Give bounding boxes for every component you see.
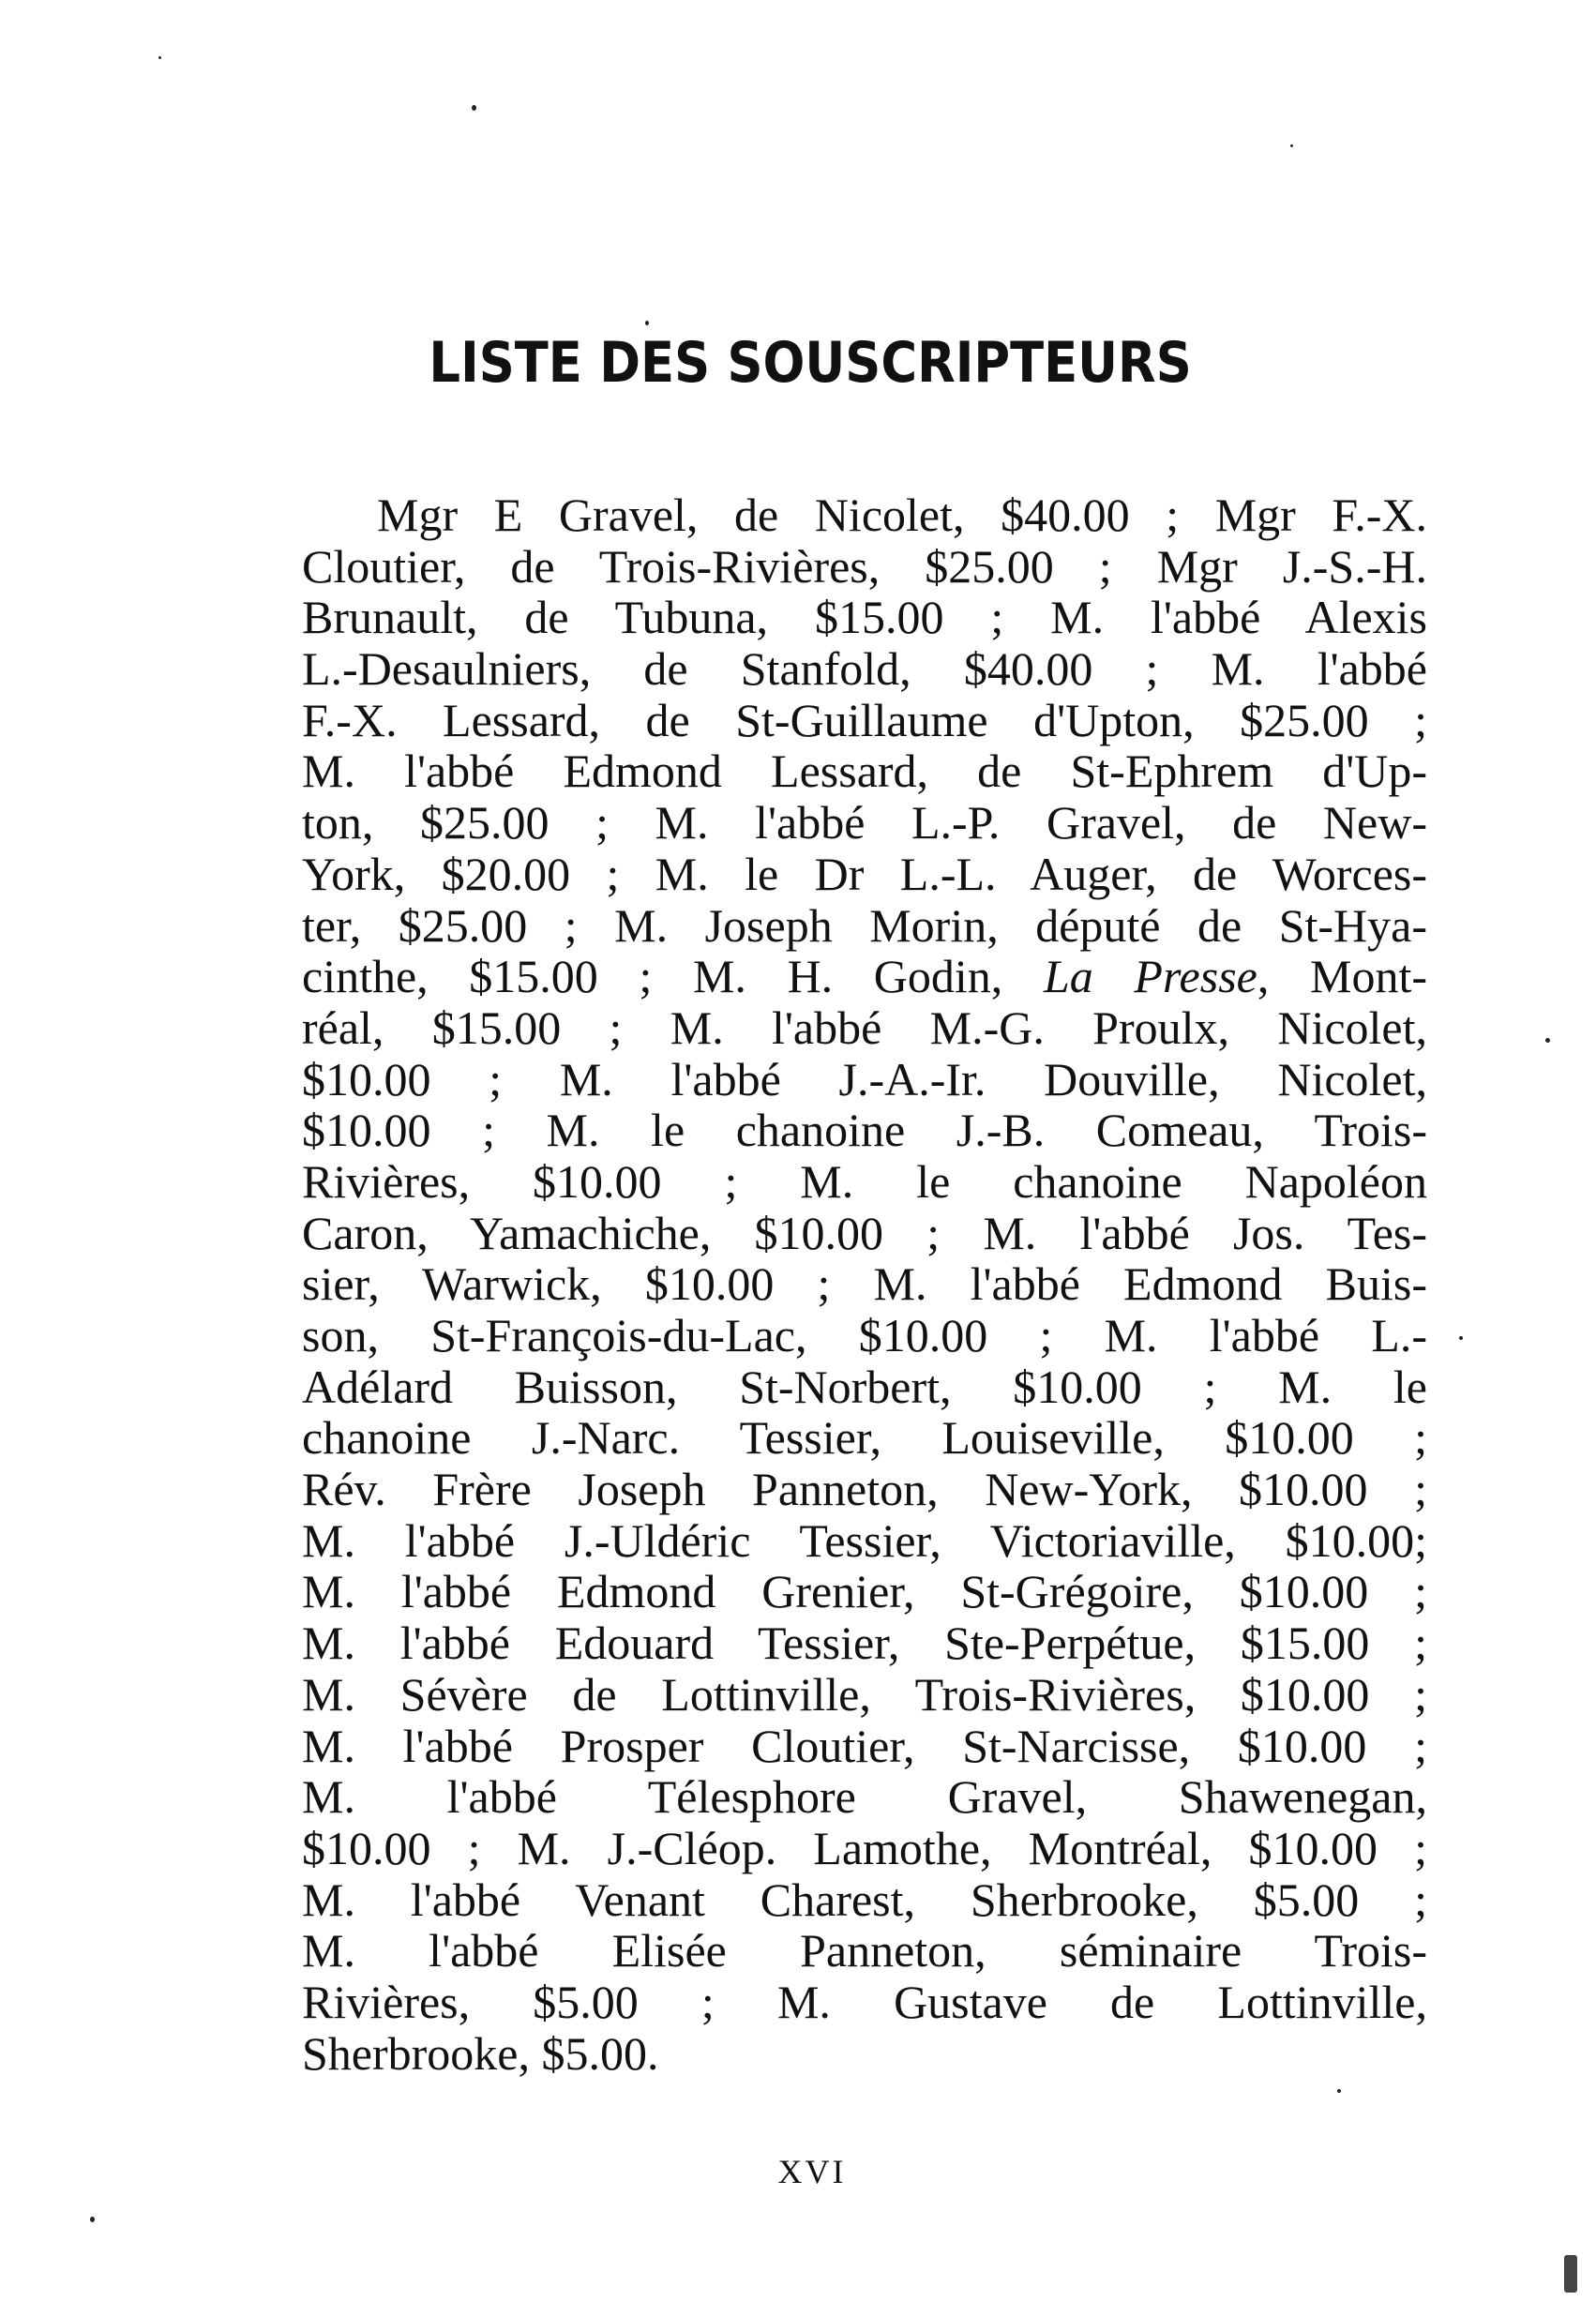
text-line: Caron, Yamachiche, $10.00 ; M. l'abbé Jos. Tes- — [302, 1206, 1427, 1259]
text-line: Cloutier, de Trois-Rivières, $25.00 ; Mgr J.-S.-H. — [302, 539, 1427, 593]
text-line: Mgr E Gravel, de Nicolet, $40.00 ; Mgr F.-X. — [377, 489, 1427, 541]
page-title: LISTE DES SOUSCRIPTEURS — [429, 330, 1192, 396]
ink-speck — [1564, 2255, 1577, 2293]
text-line: $10.00 ; M. le chanoine J.-B. Comeau, Trois- — [302, 1104, 1427, 1157]
text-line: Adélard Buisson, St-Norbert, $10.00 ; M. le — [302, 1360, 1427, 1413]
text-line: York, $20.00 ; M. le Dr L.-L. Auger, de Worces- — [302, 847, 1427, 900]
text-line: M. l'abbé Elisée Panneton, séminaire Trois- — [302, 1924, 1427, 1978]
text-line: son, St-François-du-Lac, $10.00 ; M. l'abbé L.- — [302, 1309, 1427, 1361]
text-line: M. Sévère de Lottinville, Trois-Rivières, $10.00 ; — [302, 1667, 1427, 1721]
page-number: XVI — [777, 2153, 847, 2190]
newspaper-title: La Presse — [1043, 950, 1257, 1003]
ink-speck — [1337, 2089, 1341, 2093]
text-line: M. l'abbé Edmond Grenier, St-Grégoire, $10.00 ; — [302, 1565, 1427, 1618]
ink-speck — [472, 105, 476, 111]
text-line: F.-X. Lessard, de St-Guillaume d'Upton, $25.00 ; — [302, 693, 1427, 746]
text-line: Rivières, $10.00 ; M. le chanoine Napoléon — [302, 1154, 1427, 1208]
text-line: $10.00 ; M. J.-Cléop. Lamothe, Montréal, $10.00 ; — [302, 1821, 1427, 1874]
ink-speck — [158, 56, 161, 59]
text-line: M. l'abbé Venant Charest, Sherbrooke, $5.00 ; — [302, 1872, 1427, 1926]
text-line: Rivières, $5.00 ; M. Gustave de Lottinville, — [302, 1975, 1427, 2028]
ink-speck — [1545, 1038, 1550, 1043]
text-line: M. l'abbé Edmond Lessard, de St-Ephrem d'Up- — [302, 744, 1427, 798]
text-line: cinthe, $15.00 ; M. H. Godin, La Presse, Mont- — [302, 950, 1427, 1003]
text-line: ter, $25.00 ; M. Joseph Morin, député de St-Hya- — [302, 898, 1427, 952]
text-line: réal, $15.00 ; M. l'abbé M.-G. Proulx, Nicolet, — [302, 1000, 1427, 1054]
ink-speck — [90, 2217, 95, 2222]
text-line: M. l'abbé Prosper Cloutier, St-Narcisse, $10.00 ; — [302, 1719, 1427, 1772]
text-line: M. l'abbé Edouard Tessier, Ste-Perpétue, $15.00 ; — [302, 1617, 1427, 1670]
text-line: Sherbrooke, $5.00. — [302, 2026, 659, 2080]
text-line: $10.00 ; M. l'abbé J.-A.-Ir. Douville, Nicolet, — [302, 1052, 1427, 1105]
ink-speck — [1459, 1336, 1463, 1340]
ink-speck — [1290, 144, 1293, 147]
text-line: ton, $25.00 ; M. l'abbé L.-P. Gravel, de New- — [302, 796, 1427, 850]
text-line: Brunault, de Tubuna, $15.00 ; M. l'abbé Alexis — [302, 591, 1427, 644]
subscriber-list — [302, 489, 1427, 2079]
ink-speck — [645, 321, 649, 325]
text-line: M. l'abbé Télesphore Gravel, Shawenegan, — [302, 1770, 1427, 1824]
text-line: chanoine J.-Narc. Tessier, Louiseville, $10.00 ; — [302, 1411, 1427, 1465]
text-line: sier, Warwick, $10.00 ; M. l'abbé Edmond Buis- — [302, 1257, 1427, 1311]
text-line: Rév. Frère Joseph Panneton, New-York, $10.00 ; — [302, 1463, 1427, 1516]
text-line: M. l'abbé J.-Uldéric Tessier, Victoriaville, $10.00; — [302, 1513, 1427, 1567]
text-line: L.-Desaulniers, de Stanfold, $40.00 ; M. l'abbé — [302, 642, 1427, 696]
